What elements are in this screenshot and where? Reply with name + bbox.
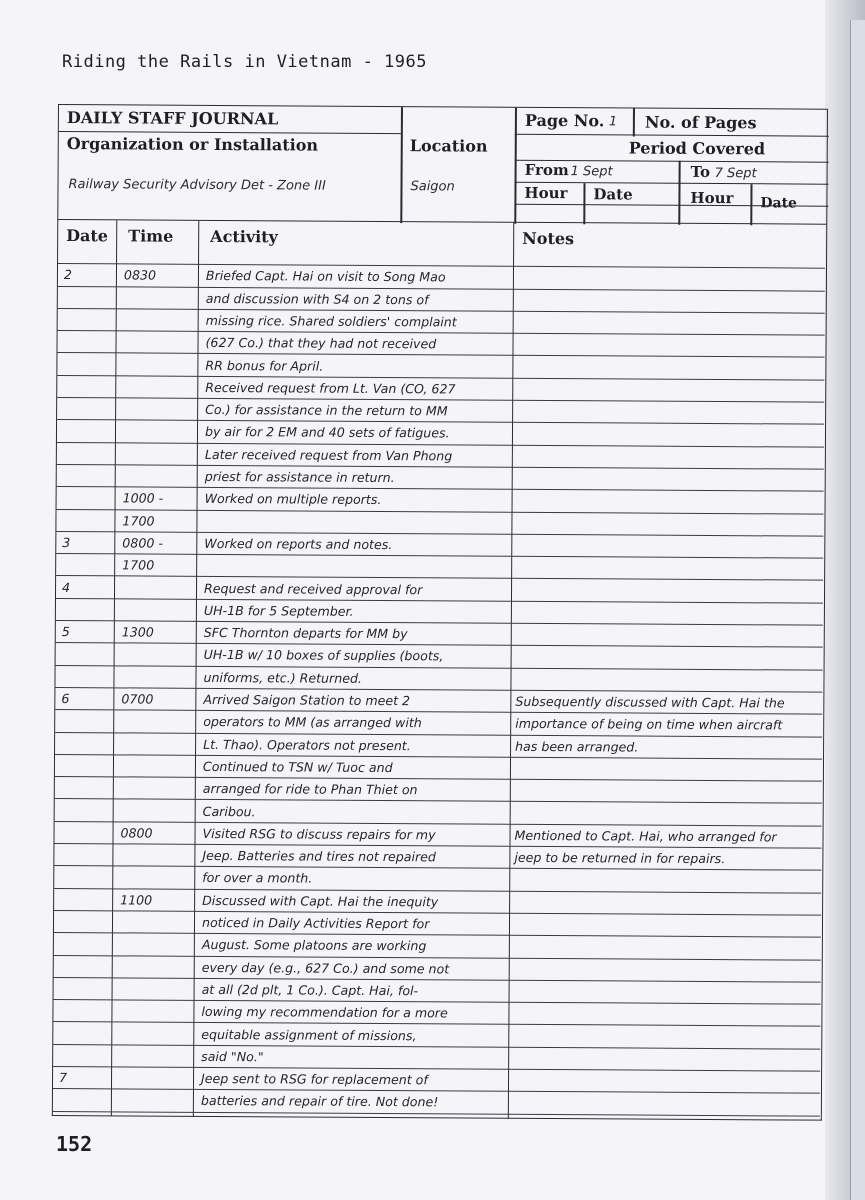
entry-activity: RR bonus for April. (205, 357, 324, 374)
entry-date: 5 (61, 624, 70, 640)
daily-staff-journal-form (52, 104, 828, 1121)
entry-activity: Caribou. (202, 803, 256, 819)
entry-activity: Lt. Thao). Operators not present. (203, 736, 411, 753)
entry-time: 1700 (122, 557, 155, 573)
entry-activity: noticed in Daily Activities Report for (201, 914, 430, 932)
entry-activity: Visited RSG to discuss repairs for my (202, 825, 436, 843)
entry-activity: batteries and repair of tire. Not done! (200, 1093, 439, 1110)
to-label: To (690, 162, 711, 181)
entry-date: 3 (62, 534, 71, 550)
entry-activity: Discussed with Capt. Hai the inequity (202, 892, 439, 910)
entry-activity: every day (e.g., 627 Co.) and some not (201, 959, 450, 976)
divider (514, 108, 516, 224)
entry-time: 1100 (120, 892, 153, 908)
entry-activity: at all (2d plt, 1 Co.). Capt. Hai, fol- (201, 981, 419, 999)
entry-notes: Subsequently discussed with Capt. Hai the (515, 693, 785, 711)
entry-activity: arranged for ride to Phan Thiet on (202, 781, 418, 798)
entry-time: 0700 (121, 691, 154, 707)
period-covered-label: Period Covered (628, 138, 766, 159)
journal-title: DAILY STAFF JOURNAL (66, 108, 279, 129)
table-row (53, 1089, 820, 1116)
entry-date: 2 (63, 267, 73, 283)
entry-time: 1300 (121, 624, 154, 640)
entry-activity: priest for assistance in return. (204, 468, 395, 486)
location-label: Location (409, 136, 488, 156)
entry-activity: equitable assignment of missions, (201, 1026, 417, 1043)
entry-activity: Jeep sent to RSG for replacement of (201, 1070, 428, 1088)
entry-activity: Worked on multiple reports. (204, 491, 382, 508)
entry-activity: August. Some platoons are working (201, 937, 427, 954)
activity-column-header: Activity (210, 226, 278, 247)
entry-time: 0800 (120, 825, 153, 841)
no-of-pages-label: No. of Pages (644, 112, 757, 133)
entry-activity: Arrived Saigon Station to meet 2 (203, 691, 411, 709)
entry-activity: and discussion with S4 on 2 tons of (205, 290, 429, 307)
next-page-edge (850, 20, 865, 1200)
from-label: From (524, 160, 569, 180)
entry-time: 0800 - (122, 535, 163, 551)
entry-activity: by air for 2 EM and 40 sets of fatigues. (204, 424, 450, 441)
entry-activity: Continued to TSN w/ Tuoc and (202, 758, 393, 775)
from-date-label: Date (593, 185, 633, 204)
entry-activity: Worked on reports and notes. (204, 535, 393, 552)
entry-date: 7 (59, 1070, 68, 1086)
page-no-value: 1 (608, 114, 618, 130)
location-value: Saigon (410, 179, 455, 195)
entry-activity: SFC Thornton departs for MM by (203, 624, 408, 642)
entry-activity: Request and received approval for (204, 580, 423, 597)
entry-activity: uniforms, etc.) Returned. (203, 669, 363, 686)
notes-column-header: Notes (522, 228, 575, 249)
entry-date: 6 (61, 691, 70, 707)
entry-activity: for over a month. (202, 870, 313, 886)
organization-value: Railway Security Advisory Det - Zone III (68, 177, 326, 194)
entry-activity: UH-1B for 5 September. (203, 602, 354, 619)
journal-header (57, 104, 828, 225)
entry-notes: importance of being on time when aircraft (515, 716, 783, 733)
entry-notes: jeep to be returned in for repairs. (514, 849, 726, 867)
from-hour-label: Hour (524, 183, 568, 203)
divider (400, 107, 402, 223)
from-value: 1 Sept (570, 164, 613, 180)
page-number: 152 (56, 1132, 93, 1156)
page-no-label: Page No. (524, 110, 605, 131)
entry-activity: Jeep. Batteries and tires not repaired (202, 847, 436, 865)
divider (633, 109, 635, 137)
date-column-header: Date (66, 226, 109, 246)
time-column-header: Time (128, 226, 174, 246)
entry-notes: has been arranged. (515, 738, 639, 755)
to-value: 7 Sept (714, 166, 757, 182)
entry-activity: missing rice. Shared soldiers' complaint (205, 312, 457, 330)
entry-activity: Co.) for assistance in the return to MM (205, 401, 448, 419)
entry-activity: Briefed Capt. Hai on visit to Song Mao (205, 268, 446, 285)
journal-table (52, 220, 827, 1121)
entry-activity: operators to MM (as arranged with (203, 714, 422, 731)
entry-time: 0830 (123, 267, 157, 283)
divider (515, 134, 829, 137)
to-hour-label: Hour (690, 188, 734, 208)
entry-activity: Later received request from Van Phong (204, 446, 453, 464)
to-date-label: Date (760, 195, 798, 212)
entry-activity: lowing my recommendation for a more (201, 1004, 448, 1021)
entry-date: 4 (62, 579, 71, 595)
entry-time: 1700 (122, 512, 155, 529)
entry-notes: Mentioned to Capt. Hai, who arranged for (514, 827, 777, 845)
divider (678, 161, 680, 225)
entry-activity: said "No." (201, 1048, 264, 1065)
entry-activity: UH-1B w/ 10 boxes of supplies (boots, (203, 647, 444, 664)
entry-time: 1000 - (122, 490, 164, 506)
entry-activity: (627 Co.) that they had not received (205, 335, 437, 352)
organization-label: Organization or Installation (66, 134, 319, 155)
entry-activity: Received request from Lt. Van (CO, 627 (205, 379, 456, 397)
book-running-title: Riding the Rails in Vietnam - 1965 (62, 52, 427, 72)
